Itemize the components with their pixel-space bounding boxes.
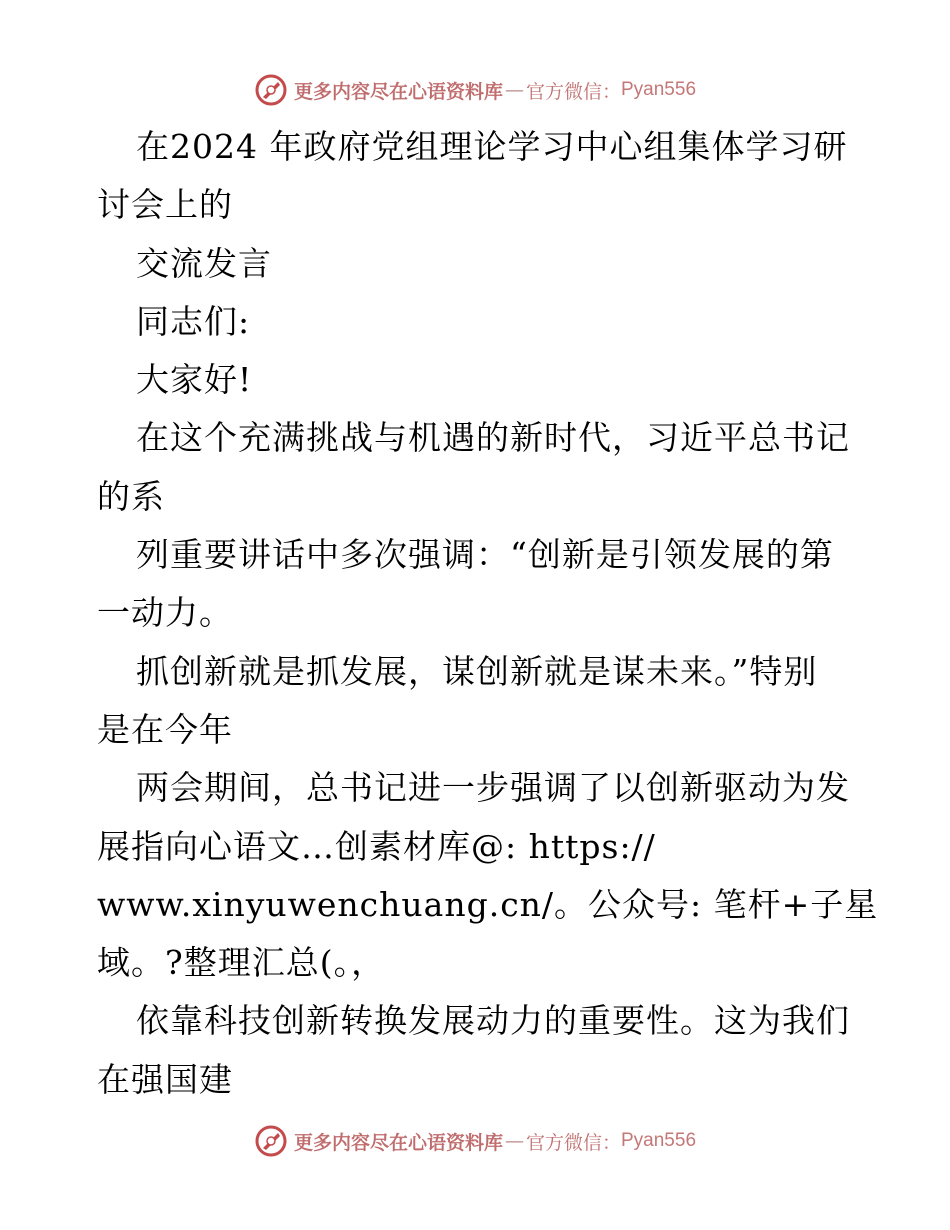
footer-banner bbox=[0, 1121, 950, 1161]
text-line: 列重要讲话中多次强调：“创新是引领发展的第 bbox=[136, 535, 834, 575]
text-line: 展指向心语文…创素材库@: https:// bbox=[97, 826, 656, 866]
wechat-label: 官方微信： bbox=[525, 1131, 621, 1154]
text-line: 在这个充满挑战与机遇的新时代，习近平总书记 bbox=[136, 418, 850, 458]
text-line: 在2024 年政府党组理论学习中心组集体学习研 bbox=[136, 127, 848, 166]
text-line: 大家好! bbox=[136, 360, 253, 400]
text-line: 一动力。 bbox=[97, 593, 233, 633]
text-line: 交流发言 bbox=[136, 243, 272, 283]
text-line: 依靠科技创新转换发展动力的重要性。这为我们 bbox=[136, 1001, 850, 1041]
text-line: www.xinyuwenchuang.cn/。公众号: 笔杆+子星 bbox=[97, 884, 879, 924]
text-line: 同志们: bbox=[136, 301, 251, 341]
wechat-id: Pyan556 bbox=[621, 1130, 697, 1151]
separator: — bbox=[504, 79, 524, 101]
text-line: 两会期间，总书记进一步强调了以创新驱动为发 bbox=[136, 768, 850, 808]
separator: — bbox=[504, 1130, 524, 1152]
quill-logo-icon bbox=[254, 73, 288, 107]
promo-text: 更多内容尽在心语资料库 bbox=[293, 80, 503, 103]
text-line: 是在今年 bbox=[97, 709, 233, 749]
wechat-id: Pyan556 bbox=[621, 79, 697, 100]
text-line: 在强国建 bbox=[97, 1059, 233, 1099]
text-line: 域。?整理汇总(。， bbox=[97, 943, 386, 983]
text-line: 讨会上的 bbox=[97, 185, 233, 225]
header-banner bbox=[0, 70, 950, 110]
text-line: 抓创新就是抓发展，谋创新就是谋未来。”特别 bbox=[136, 651, 818, 691]
quill-logo-icon bbox=[254, 1124, 288, 1158]
promo-text: 更多内容尽在心语资料库 bbox=[293, 1131, 503, 1154]
document-body bbox=[0, 118, 950, 1109]
wechat-label: 官方微信： bbox=[525, 80, 621, 103]
text-line: 的系 bbox=[97, 476, 165, 516]
